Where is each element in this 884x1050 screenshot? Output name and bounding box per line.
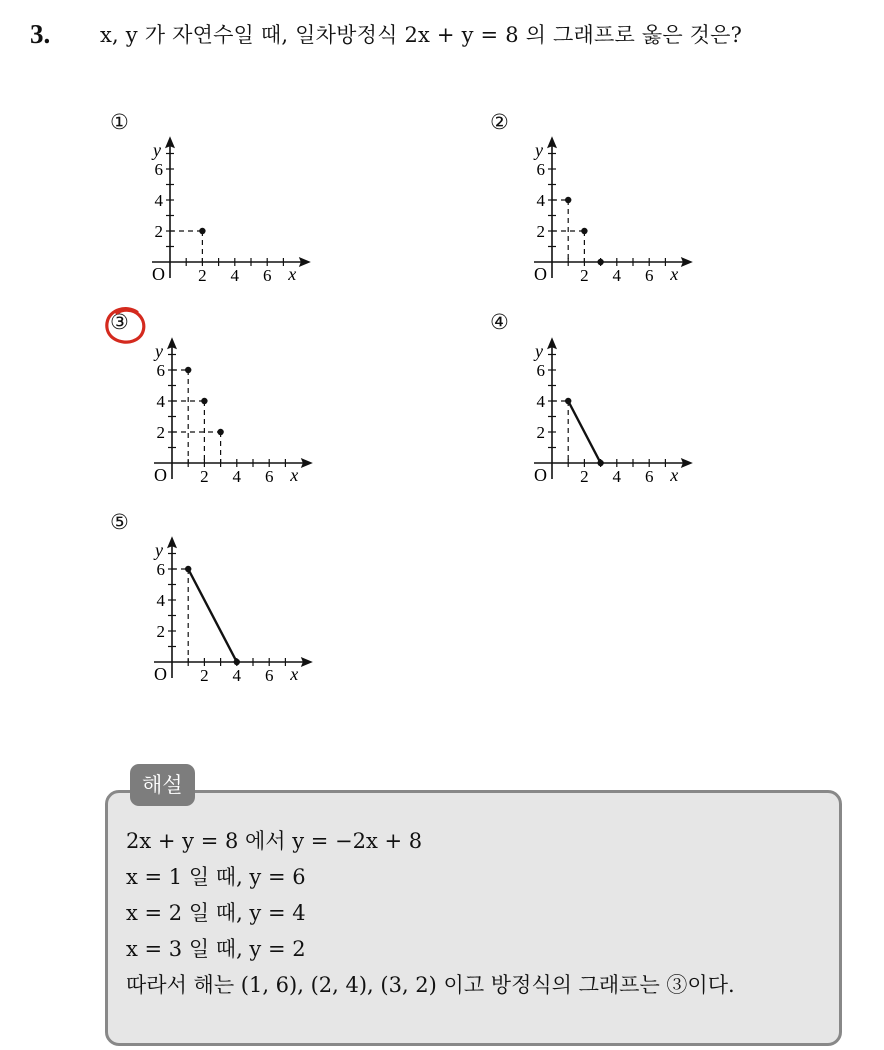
y-tick-label: 2 — [156, 622, 165, 641]
graph-segment — [568, 401, 600, 463]
x-axis-label: x — [670, 465, 679, 485]
data-point — [597, 259, 603, 265]
x-tick-label: 2 — [580, 266, 589, 285]
y-tick-label: 4 — [536, 392, 545, 411]
x-tick-label: 6 — [644, 266, 654, 285]
choice-label: ② — [490, 110, 509, 134]
y-tick-label: 6 — [156, 361, 165, 380]
x-tick-label: 2 — [198, 266, 207, 285]
data-point — [565, 197, 571, 203]
x-axis-label: x — [290, 664, 299, 684]
choice-label: ① — [110, 110, 129, 134]
origin-label: O — [152, 264, 165, 284]
y-tick-label: 4 — [154, 191, 163, 210]
x-tick-label: 2 — [200, 467, 209, 486]
data-point — [565, 398, 571, 404]
question-header — [30, 14, 742, 54]
origin-label: O — [154, 664, 167, 684]
data-point — [234, 659, 240, 665]
y-tick-label: 2 — [536, 423, 545, 442]
solution-line: x = 3 일 때, y = 2 — [126, 937, 306, 961]
choice-label: ④ — [490, 310, 509, 334]
answer-circle-mark — [103, 305, 149, 347]
y-tick-label: 2 — [536, 222, 545, 241]
y-tick-label: 2 — [154, 222, 163, 241]
x-tick-label: 2 — [580, 467, 589, 486]
y-axis-label: y — [155, 540, 163, 561]
data-point — [217, 429, 223, 435]
x-tick-label: 6 — [264, 666, 274, 685]
y-axis-label: y — [153, 140, 161, 161]
x-tick-label: 6 — [262, 266, 272, 285]
solution-box — [105, 790, 842, 1046]
x-axis-label: x — [290, 465, 299, 485]
y-axis-label: y — [535, 140, 543, 161]
y-tick-label: 4 — [536, 191, 545, 210]
y-axis-label: y — [155, 341, 163, 362]
solution-line: 따라서 해는 (1, 6), (2, 4), (3, 2) 이고 방정식의 그래프는 ③이다. — [126, 973, 735, 997]
data-point — [199, 228, 205, 234]
question-number: 3. — [30, 18, 51, 49]
x-tick-label: 4 — [612, 266, 622, 285]
origin-label: O — [534, 465, 547, 485]
x-tick-label: 2 — [200, 666, 209, 685]
x-tick-label: 4 — [612, 467, 622, 486]
data-point — [185, 566, 191, 572]
y-tick-label: 4 — [156, 392, 165, 411]
question-text: x, y 가 자연수일 때, 일차방정식 2x + y = 8 의 그래프로 옳은 것은? — [100, 23, 743, 47]
solution-tag: 해설 — [130, 764, 195, 806]
x-axis-label: x — [670, 264, 679, 284]
data-point — [185, 367, 191, 373]
solution-line: x = 1 일 때, y = 6 — [126, 865, 306, 889]
y-tick-label: 2 — [156, 423, 165, 442]
data-point — [597, 460, 603, 466]
y-tick-label: 6 — [536, 160, 545, 179]
x-axis-label: x — [288, 264, 297, 284]
graph-segment — [188, 569, 237, 662]
x-tick-label: 4 — [232, 467, 242, 486]
x-tick-label: 6 — [644, 467, 654, 486]
origin-label: O — [534, 264, 547, 284]
x-tick-label: 6 — [264, 467, 274, 486]
choice-label: ③ — [110, 310, 129, 334]
data-point — [581, 228, 587, 234]
solution-line: 2x + y = 8 에서 y = −2x + 8 — [126, 829, 423, 853]
choice-label: ⑤ — [110, 510, 129, 534]
y-axis-label: y — [535, 341, 543, 362]
y-tick-label: 6 — [154, 160, 163, 179]
y-tick-label: 6 — [536, 361, 545, 380]
data-point — [201, 398, 207, 404]
y-tick-label: 6 — [156, 560, 165, 579]
origin-label: O — [154, 465, 167, 485]
solution-line: x = 2 일 때, y = 4 — [126, 901, 306, 925]
choice-graph — [0, 0, 299, 685]
y-tick-label: 4 — [156, 591, 165, 610]
solution-lines — [126, 823, 735, 1003]
x-tick-label: 4 — [232, 666, 242, 685]
x-tick-label: 4 — [230, 266, 240, 285]
